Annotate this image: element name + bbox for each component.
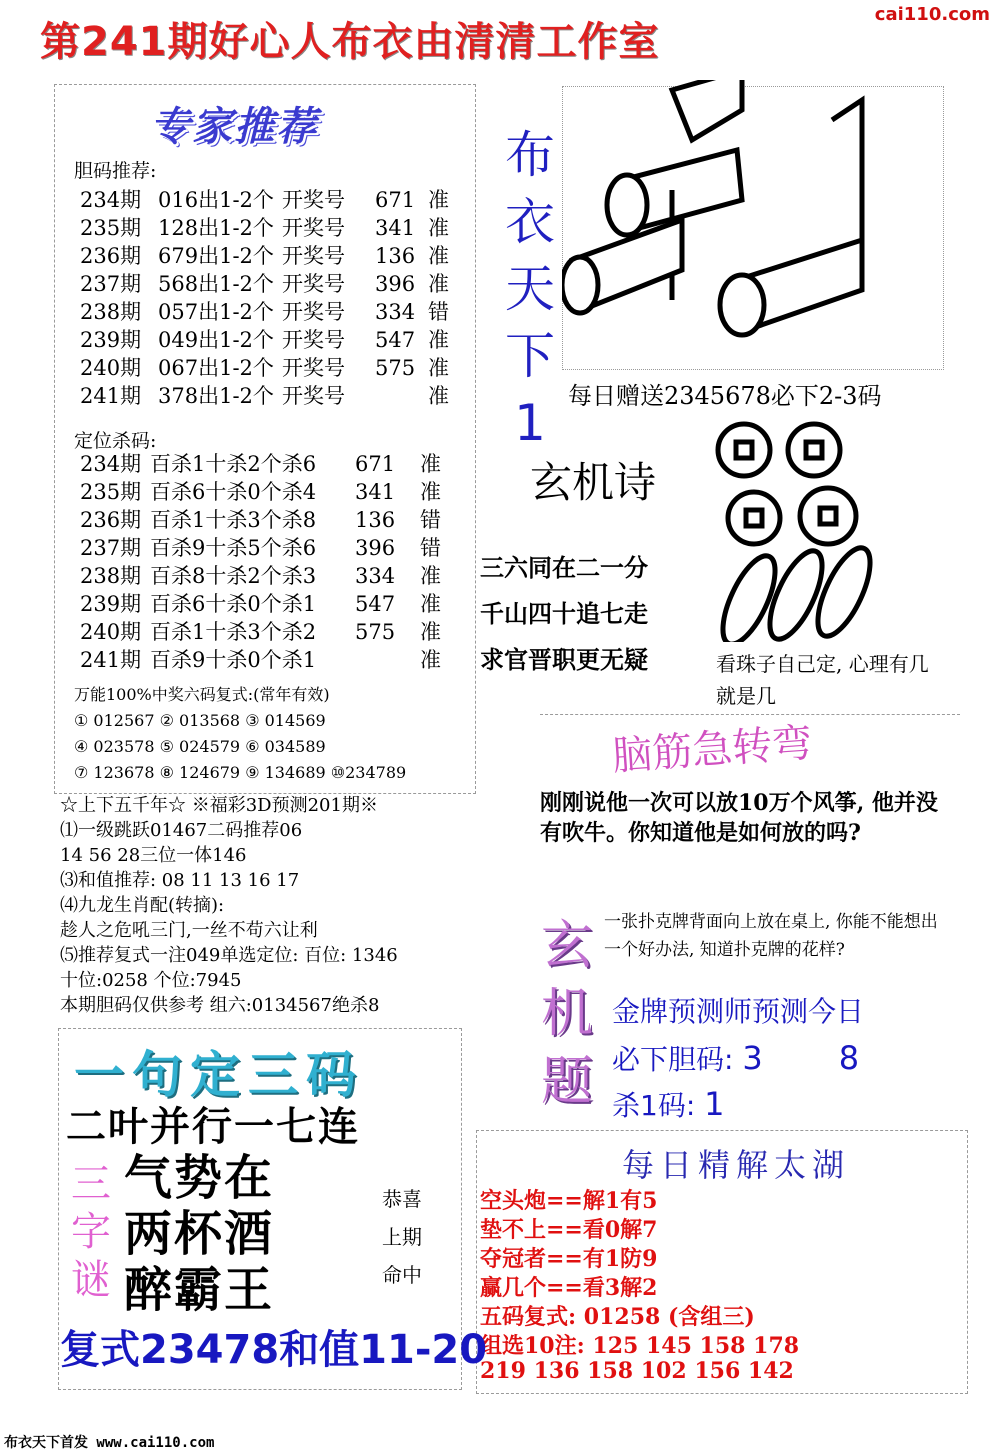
table-cell-kj: 开奖号 [282, 188, 345, 212]
taihu-line: 垫不上==看0解7 [480, 1217, 658, 1243]
poem-line: 三六同在二一分 [480, 554, 648, 582]
table-cell-res: 错 [420, 536, 441, 560]
table-cell-period: 238期 [80, 564, 142, 588]
sanzi-char: 三 [71, 1161, 111, 1207]
table-cell-num: 334 [355, 564, 396, 588]
buyi-char: 下 [505, 327, 555, 385]
table-row [0, 186, 480, 214]
table-row [0, 242, 480, 270]
gold-line1: 金牌预测师预测今日 [612, 995, 865, 1028]
table-cell-num: 136 [355, 508, 396, 532]
congrats [382, 1180, 422, 1294]
taihu-line: 219 136 158 102 156 142 [480, 1358, 794, 1384]
table-cell-res: 准 [420, 620, 441, 644]
table-row [0, 270, 480, 298]
table-row [0, 562, 480, 590]
table-cell-res: 准 [428, 188, 449, 212]
gold-dan-label: 必下胆码: [612, 1043, 743, 1076]
poem-line: 千山四十追七走 [480, 600, 648, 628]
table-cell-pick: 067出1-2个 [158, 356, 274, 380]
congrats-line: 命中 [382, 1263, 422, 1287]
dan-label: 胆码推荐: [74, 160, 157, 182]
table-cell-period: 239期 [80, 592, 142, 616]
table-cell-pick: 百杀1十杀2个杀6 [150, 452, 317, 476]
sanzi-answer-line: 醉霸王 [124, 1262, 275, 1318]
table-row [0, 354, 480, 382]
gold-dan2: 8 [838, 1039, 860, 1077]
buyi-char: 布 [505, 126, 555, 184]
prediction-line: ⑶和值推荐: 08 11 13 16 17 [60, 870, 300, 891]
prediction-line: ⑸推荐复式一注049单选定位: 百位: 1346 [60, 945, 398, 966]
taihu-line: 五码复式: 01258 (含组三) [480, 1304, 755, 1330]
wanneng-label: 万能100%中奖六码复式:(常年有效) [74, 685, 330, 704]
table-cell-pick: 百杀6十杀0个杀1 [150, 592, 317, 616]
prediction-line: 14 56 28三位一体146 [60, 845, 247, 866]
taihu-line: 组选10注: 125 145 158 178 [480, 1333, 800, 1359]
gold-kill-label: 杀1码: [612, 1089, 705, 1122]
table-row [0, 478, 480, 506]
table-cell-pick: 百杀8十杀2个杀3 [150, 564, 317, 588]
buyi-vertical-title [500, 122, 560, 457]
table-cell-period: 239期 [80, 328, 142, 352]
table-cell-period: 237期 [80, 272, 142, 296]
buyi-char: 天 [505, 260, 555, 318]
table-cell-num: 396 [355, 536, 396, 560]
prediction-block [60, 793, 398, 1018]
table-cell-kj: 开奖号 [282, 384, 345, 408]
table-row [0, 382, 480, 410]
table-cell-res: 准 [420, 592, 441, 616]
table-cell-pick: 百杀1十杀3个杀2 [150, 620, 317, 644]
table-row [0, 214, 480, 242]
sanzi-vertical-title [64, 1160, 118, 1304]
sanzi-char: 字 [71, 1209, 111, 1255]
wanneng-line: ④ 023578 ⑤ 024579 ⑥ 034589 [74, 737, 326, 756]
table-cell-res: 错 [420, 508, 441, 532]
table-row [0, 618, 480, 646]
daily-gift: 每日赠送2345678必下2-3码 [568, 382, 882, 410]
table-cell-res: 准 [428, 216, 449, 240]
table-cell-period: 240期 [80, 620, 142, 644]
table-cell-kj: 开奖号 [282, 328, 345, 352]
table-cell-pick: 016出1-2个 [158, 188, 274, 212]
prediction-line: 本期胆码仅供参考 组六:0134567绝杀8 [60, 995, 380, 1016]
prediction-line: ☆上下五千年☆ ※福彩3D预测201期※ [60, 795, 378, 816]
table-cell-res: 准 [428, 384, 449, 408]
table-cell-period: 240期 [80, 356, 142, 380]
table-row [0, 298, 480, 326]
buyi-char: 衣 [505, 193, 555, 251]
congrats-line: 恭喜 [382, 1187, 422, 1211]
prediction-line: 十位:0258 个位:7945 [60, 970, 242, 991]
table-cell-res: 准 [428, 328, 449, 352]
table-cell-res: 准 [428, 272, 449, 296]
gold-line2 [612, 1038, 859, 1078]
poem-hint: 看珠子自己定, 心理有几就是几 [716, 652, 929, 708]
table-cell-res: 准 [420, 452, 441, 476]
table-cell-num: 671 [375, 188, 416, 212]
xuanji-char: 题 [540, 1052, 593, 1112]
prediction-line: 趁人之危吼三门,一丝不苟六让利 [60, 920, 318, 941]
table-cell-num: 547 [355, 592, 396, 616]
table-cell-pick: 百杀6十杀0个杀4 [150, 480, 317, 504]
page-title: 第241期好心人布衣由清清工作室 [40, 19, 660, 65]
gold-line3 [612, 1084, 725, 1124]
table-row [0, 326, 480, 354]
table-cell-period: 236期 [80, 244, 142, 268]
prediction-line: ⑷九龙生肖配(转摘): [60, 895, 225, 916]
yiju-answer: 二叶并行一七连 [66, 1104, 360, 1150]
table-cell-pick: 049出1-2个 [158, 328, 274, 352]
xuanji-char: 玄 [540, 916, 593, 976]
table-cell-pick: 百杀9十杀0个杀1 [150, 648, 317, 672]
table-cell-pick: 128出1-2个 [158, 216, 274, 240]
table-cell-period: 234期 [80, 188, 142, 212]
table-cell-kj: 开奖号 [282, 244, 345, 268]
taihu-line: 空头炮==解1有5 [480, 1188, 658, 1214]
table-cell-res: 准 [428, 356, 449, 380]
taihu-line: 夺冠者==有1防9 [480, 1246, 658, 1272]
table-cell-kj: 开奖号 [282, 216, 345, 240]
table-cell-pick: 378出1-2个 [158, 384, 274, 408]
table-cell-period: 236期 [80, 508, 142, 532]
taihu-title: 每日精解太湖 [622, 1146, 851, 1184]
kill-label: 定位杀码: [74, 430, 157, 452]
table-row [0, 450, 480, 478]
buyi-char: 1 [514, 394, 546, 452]
taihu-line: 赢几个==看3解2 [480, 1275, 658, 1301]
table-cell-num: 136 [375, 244, 416, 268]
table-cell-num: 396 [375, 272, 416, 296]
table-cell-pick: 679出1-2个 [158, 244, 274, 268]
table-cell-res: 错 [428, 300, 449, 324]
poem-title: 玄机诗 [530, 458, 657, 507]
table-cell-pick: 057出1-2个 [158, 300, 274, 324]
gold-kill: 1 [704, 1085, 725, 1123]
table-cell-num: 671 [355, 452, 396, 476]
footer[interactable]: 布衣天下首发 www.cai110.com [4, 1435, 215, 1451]
sanzi-answer [124, 1150, 274, 1318]
brain-title: 脑筋急转弯 [610, 720, 814, 780]
poem-line: 求官晋职更无疑 [480, 646, 648, 674]
gold-dan1: 3 [742, 1039, 763, 1077]
table-row [0, 646, 480, 674]
table-cell-period: 241期 [80, 648, 142, 672]
table-cell-res: 准 [420, 480, 441, 504]
site-logo[interactable]: cai110.com [874, 4, 990, 25]
table-cell-res: 准 [420, 564, 441, 588]
table-cell-kj: 开奖号 [282, 300, 345, 324]
table-cell-pick: 百杀9十杀5个杀6 [150, 536, 317, 560]
table-cell-num: 575 [375, 356, 416, 380]
table-cell-res: 准 [420, 648, 441, 672]
table-cell-period: 237期 [80, 536, 142, 560]
table-cell-period: 234期 [80, 452, 142, 476]
wanneng-line: ⑦ 123678 ⑧ 124679 ⑨ 134689 ⑩234789 [74, 763, 407, 782]
xuanji-char: 机 [540, 984, 593, 1044]
xuanji-vertical-title [532, 912, 602, 1116]
table-row [0, 590, 480, 618]
prediction-line: ⑴一级跳跃01467二码推荐06 [60, 820, 303, 841]
table-row [0, 534, 480, 562]
congrats-line: 上期 [382, 1225, 422, 1249]
xuanji-text: 一张扑克牌背面向上放在桌上, 你能不能想出一个好办法, 知道扑克牌的花样? [604, 912, 938, 960]
brain-text: 刚刚说他一次可以放10万个风筝, 他并没有吹牛。你知道他是如何放的吗? [540, 790, 938, 846]
table-cell-period: 241期 [80, 384, 142, 408]
domino-icon [562, 80, 942, 372]
sanzi-char: 谜 [71, 1257, 111, 1303]
table-cell-kj: 开奖号 [282, 356, 345, 380]
table-cell-period: 235期 [80, 216, 142, 240]
table-row [0, 506, 480, 534]
table-cell-num: 341 [355, 480, 396, 504]
sanzi-answer-line: 气势在 [124, 1150, 275, 1206]
table-cell-num: 341 [375, 216, 416, 240]
table-cell-pick: 百杀1十杀3个杀8 [150, 508, 317, 532]
table-cell-period: 235期 [80, 480, 142, 504]
table-cell-num: 547 [375, 328, 416, 352]
fushi-line: 复式23478和值11-20 [60, 1327, 488, 1373]
wanneng-line: ① 012567 ② 013568 ③ 014569 [74, 711, 326, 730]
table-cell-res: 准 [428, 244, 449, 268]
table-cell-num: 575 [355, 620, 396, 644]
table-cell-period: 238期 [80, 300, 142, 324]
table-cell-kj: 开奖号 [282, 272, 345, 296]
table-cell-num: 334 [375, 300, 416, 324]
table-cell-pick: 568出1-2个 [158, 272, 274, 296]
yiju-title: 一句定三码 [74, 1046, 364, 1104]
expert-title: 专家推荐 [150, 104, 318, 150]
sanzi-answer-line: 两杯酒 [124, 1206, 275, 1262]
coin-icon [704, 420, 954, 642]
